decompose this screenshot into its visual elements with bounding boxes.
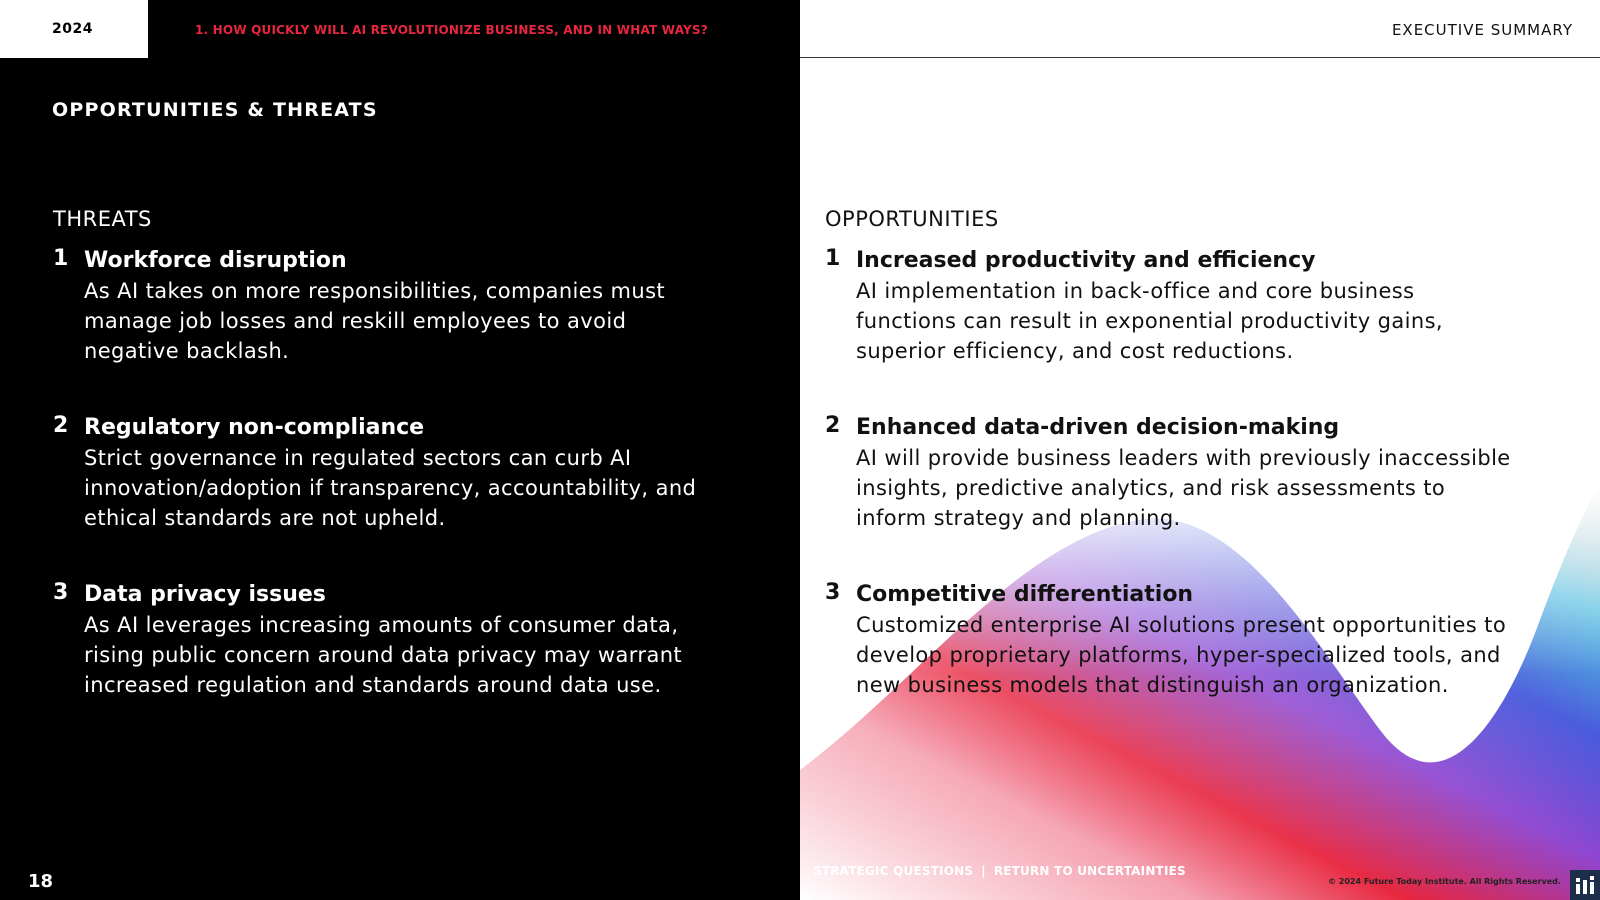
item-number: 2 — [825, 413, 841, 438]
item-description: As AI leverages increasing amounts of consumer data, rising public concern around data privacy may warrant increased regulation and standards around data use. — [84, 613, 683, 697]
page-number: 18 — [28, 871, 54, 892]
threat-item — [53, 246, 713, 366]
item-description: As AI takes on more responsibilities, companies must manage job losses and reskill employees to avoid negative backlash. — [84, 279, 666, 363]
threats-heading: THREATS — [53, 207, 152, 231]
item-number: 1 — [825, 246, 841, 271]
future-today-institute-logo-icon — [1570, 870, 1600, 900]
item-title: Increased productivity and efficiency — [856, 248, 1316, 273]
opportunities-column — [825, 207, 1525, 747]
item-title: Enhanced data-driven decision-making — [856, 415, 1340, 440]
page-title: OPPORTUNITIES & THREATS — [52, 99, 378, 121]
item-description: Customized enterprise AI solutions present opportunities to develop proprietary platforms, hyper-specialized tools, and new business models that distinguish an organization. — [856, 613, 1507, 697]
strategic-questions-link[interactable]: STRATEGIC QUESTIONS — [813, 864, 974, 878]
item-title: Regulatory non-compliance — [84, 415, 425, 440]
item-number: 3 — [53, 580, 69, 605]
threats-column — [53, 207, 713, 747]
item-title: Data privacy issues — [84, 582, 326, 607]
return-to-uncertainties-link[interactable]: RETURN TO UNCERTAINTIES — [993, 864, 1186, 878]
opportunity-item — [825, 413, 1525, 533]
footer-separator: | — [981, 864, 986, 878]
item-title: Workforce disruption — [84, 248, 347, 273]
item-description: AI implementation in back-office and core business functions can result in exponential productivity gains, superior efficiency, and cost reductions. — [856, 279, 1444, 363]
item-description: Strict governance in regulated sectors can curb AI innovation/adoption if transparency, accountability, and ethical standards are not upheld. — [84, 446, 697, 530]
header-question[interactable]: 1. HOW QUICKLY WILL AI REVOLUTIONIZE BUSINESS, AND IN WHAT WAYS? — [195, 23, 708, 37]
item-title: Competitive differentiation — [856, 582, 1194, 607]
opportunities-heading: OPPORTUNITIES — [825, 207, 999, 231]
year-label: 2024 — [0, 0, 148, 58]
header-divider — [800, 57, 1600, 58]
item-description: AI will provide business leaders with previously inaccessible insights, predictive analytics, and risk assessments to inform strategy and planning. — [856, 446, 1511, 530]
item-number: 2 — [53, 413, 69, 438]
section-title: EXECUTIVE SUMMARY — [1391, 21, 1573, 39]
copyright-notice: © 2024 Future Today Institute. All Rights Reserved. — [1328, 877, 1561, 886]
item-number: 1 — [53, 246, 69, 271]
item-number: 3 — [825, 580, 841, 605]
footer-nav — [813, 864, 1186, 878]
threat-item — [53, 580, 713, 700]
threat-item — [53, 413, 713, 533]
opportunity-item — [825, 580, 1525, 700]
opportunity-item — [825, 246, 1525, 366]
